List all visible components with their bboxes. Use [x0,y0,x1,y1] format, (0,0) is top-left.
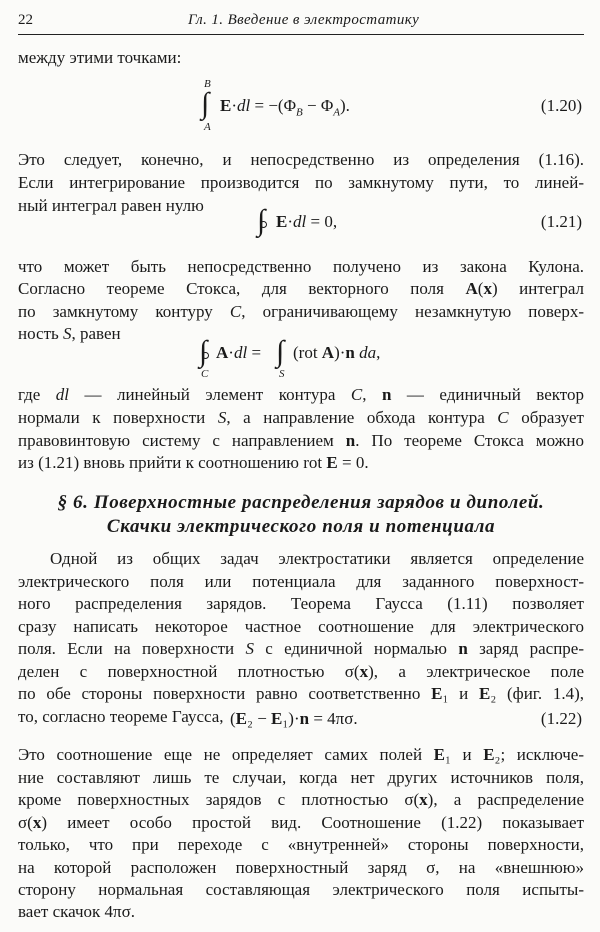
text-line: σ(x) имеет особо простой вид. Соотношение (1.22) показывает [18,813,584,832]
text-line: то, согласно теореме Гаусса, [18,707,224,726]
section-heading-line-2: Скачки электрического поля и потенциала [106,516,496,537]
equation-number: (1.20) [540,96,582,115]
contour-circle-icon [260,221,267,228]
text-line: Если интегрирование производится по замкнутому пути, то линей- [18,173,584,192]
subscript-a: A [333,106,340,119]
equation-lhs: A·dl = [216,343,262,362]
running-title: Гл. 1. Введение в электростатику [188,12,420,28]
text-line: на которой расположен поверхностный заряд σ, на «внешнюю» [18,858,584,877]
text-line: по обе стороны поверхности равно соответственно E₁ и E₂ (фиг. 1.4), [18,684,584,703]
integral-lower-limit-c: C [201,368,209,380]
equation-number: (1.21) [540,212,582,231]
text-line: нормали к поверхности S, а направление обхода контура C образует [18,408,584,427]
text-line: электрического поля или потенциала для заданного поверхност- [18,572,584,591]
equation-body: E·dl = 0, [276,212,338,231]
text-line: сторону нормальная составляющая электрического поля испыты- [18,880,584,899]
integral-upper-limit: B [204,78,211,90]
text-line: ние составляют лишь те случаи, когда нет других источников поля, [18,768,584,787]
text-line: между этими точками: [18,48,182,67]
text-line: Это соотношение еще не определяет самих полей E₁ и E₂; исключе- [18,745,584,764]
integral-lower-limit-s: S [279,368,285,380]
text-line: Это следует, конечно, и непосредственно из определения (1.16). [18,150,584,169]
contour-circle-icon [202,352,209,359]
text-line: делен с поверхностной плотностью σ(x), а электрическое поле [18,662,584,681]
page-header [18,12,584,35]
integral-sign: ∫ [201,87,210,120]
integral-lower-limit: A [204,121,211,133]
equation-number: (1.22) [540,709,582,728]
text-line: правовинтовую систему с направлением n. По теореме Стокса можно [18,431,584,450]
text-line: вает скачок 4πσ. [18,902,136,921]
integral-sign: ∫ [276,335,285,368]
text-line: Одной из общих задач электростатики является определение [50,549,584,568]
equation-body: $E\cdot dl = -(\Phi_B - \Phi_A)$. [220,96,350,119]
text-line: ный интеграл равен нулю [18,196,204,215]
equation-rhs: (rot A)·n da, [293,343,381,362]
text-line: ного распределения зарядов. Теорема Гаусса (1.11) позволяет [18,594,584,613]
text-line: где dl — линейный элемент контура C, n — единичный вектор [18,385,584,404]
contour-integral-sign: ∫ [199,335,208,368]
contour-integral-sign: ∫ [257,204,266,237]
text-line: Согласно теореме Стокса, для векторного поля A(x) интеграл [18,279,584,298]
text-line: что может быть непосредственно получено из закона Кулона. [18,257,584,276]
page-number: 22 [18,12,33,28]
text-line: поля. Если на поверхности S с единичной нормалью n заряд распре- [18,639,585,658]
text-line: ность S, равен [18,324,121,343]
equation-body: (E₂ − E₁)·n = 4πσ. [230,709,358,728]
text-line: из (1.21) вновь прийти к соотношению rot E = 0. [18,453,369,472]
text-line: сразу написать некоторое частное соотношение для электрического [18,617,584,636]
text-line: по замкнутому контуру C, ограничивающему незамкнутую поверх- [18,302,585,321]
section-heading-line-1: § 6. Поверхностные распределения зарядов и диполей. [57,492,545,513]
text-line: кроме поверхностных зарядов с плотностью σ(x), а распределение [18,790,584,809]
text-line: только, что при переходе с «внутренней» стороны поверхности, [18,835,584,854]
subscript-b: B [296,106,303,119]
